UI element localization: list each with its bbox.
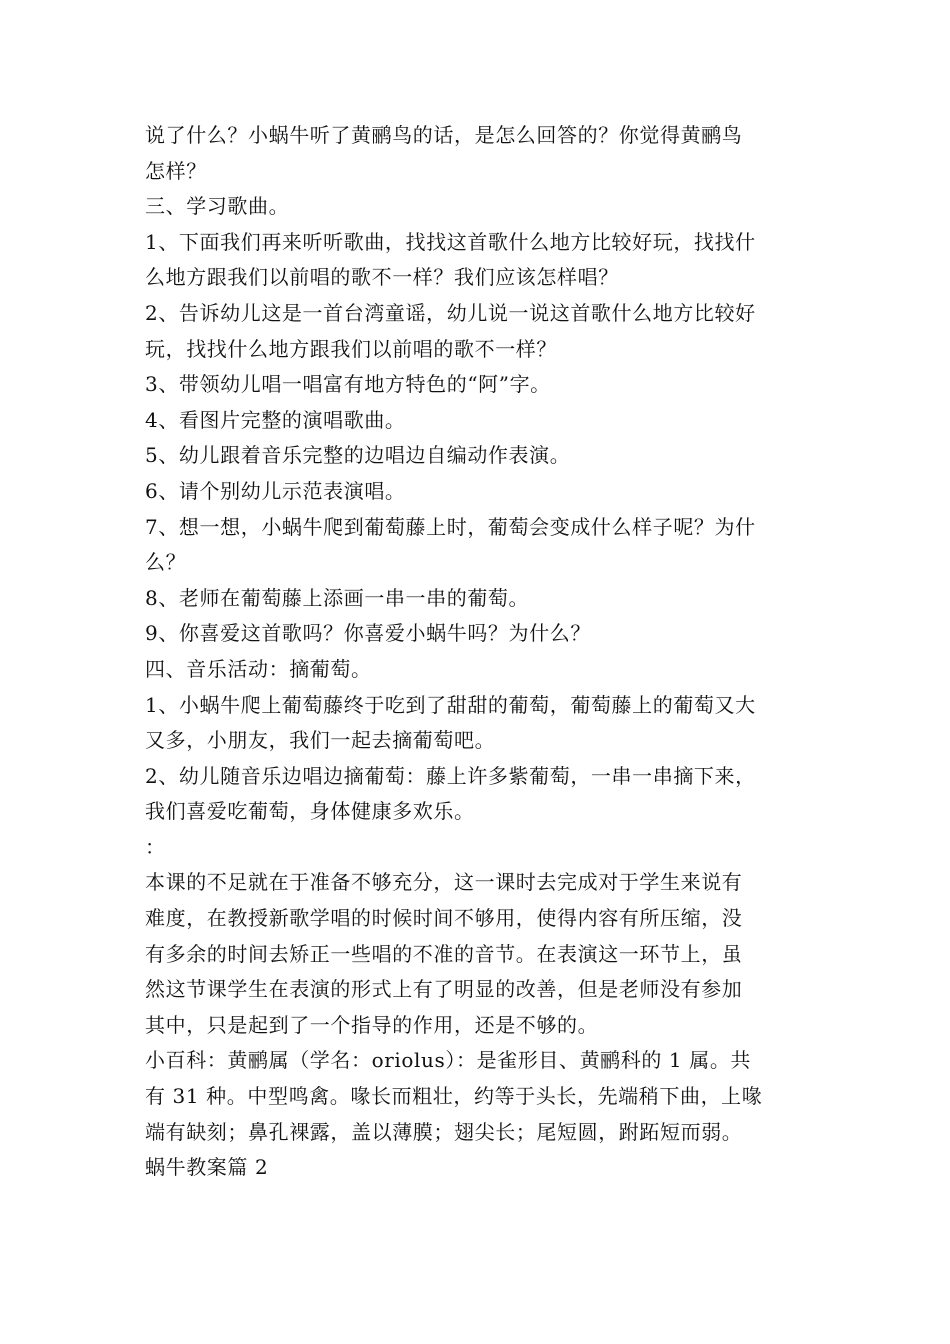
next-section-title: 蜗牛教案篇 2 [145,1155,269,1180]
text-line-2: 怎样？ [145,158,207,183]
text-line-6: 2、告诉幼儿这是一首台湾童谣，幼儿说一说这首歌什么地方比较好 [145,300,756,325]
text-line-13: 么？ [145,550,187,575]
text-line-18: 又多，小朋友，我们一起去摘葡萄吧。 [145,728,496,753]
text-line-12: 7、想一想，小蜗牛爬到葡萄藤上时，葡萄会变成什么样子呢？为什 [145,514,756,539]
text-line-11: 6、请个别幼儿示范表演唱。 [145,478,406,503]
reflection-line-5: 其中，只是起到了一个指导的作用，还是不够的。 [145,1012,599,1037]
text-line-10: 5、幼儿跟着音乐完整的边唱边自编动作表演。 [145,443,571,468]
text-line-20: 我们喜爱吃葡萄，身体健康多欢乐。 [145,799,475,824]
text-line-9: 4、看图片完整的演唱歌曲。 [145,407,406,432]
encyclopedia-line-3: 端有缺刻；鼻孔裸露，盖以薄膜；翅尖长；尾短圆，跗跖短而弱。 [145,1119,743,1144]
text-line-4: 1、下面我们再来听听歌曲，找找这首歌什么地方比较好玩，找找什 [145,229,756,254]
text-line-8: 3、带领幼儿唱一唱富有地方特色的“阿”字。 [145,372,551,397]
text-line-5: 么地方跟我们以前唱的歌不一样？我们应该怎样唱？ [145,265,619,290]
document-body [145,118,815,1186]
text-line-21: ： [145,834,166,859]
text-line-7: 玩，找找什么地方跟我们以前唱的歌不一样？ [145,336,557,361]
encyclopedia-line-1: 小百科：黄鹂属（学名：oriolus）：是雀形目、黄鹂科的 1 属。共 [145,1048,752,1073]
text-line-14: 8、老师在葡萄藤上添画一串一串的葡萄。 [145,585,530,610]
encyclopedia-line-2: 有 31 种。中型鸣禽。喙长而粗壮，约等于头长，先端稍下曲，上喙 [145,1084,763,1109]
text-line-15: 9、你喜爱这首歌吗？你喜爱小蜗牛吗？为什么？ [145,621,591,646]
reflection-line-1: 本课的不足就在于准备不够充分，这一课时去完成对于学生来说有 [145,870,743,895]
reflection-line-3: 有多余的时间去矫正一些唱的不准的音节。在表演这一环节上，虽 [145,941,743,966]
reflection-line-4: 然这节课学生在表演的形式上有了明显的改善，但是老师没有参加 [145,977,743,1002]
text-line-19: 2、幼儿随音乐边唱边摘葡萄：藤上许多紫葡萄，一串一串摘下来， [145,763,756,788]
reflection-line-2: 难度，在教授新歌学唱的时候时间不够用，使得内容有所压缩，没 [145,906,743,931]
text-line-1: 说了什么？小蜗牛听了黄鹂鸟的话，是怎么回答的？你觉得黄鹂鸟 [145,123,743,147]
section-heading-3: 三、学习歌曲。 [145,194,290,219]
section-heading-4: 四、音乐活动：摘葡萄。 [145,656,372,681]
text-line-17: 1、小蜗牛爬上葡萄藤终于吃到了甜甜的葡萄，葡萄藤上的葡萄又大 [145,692,756,717]
